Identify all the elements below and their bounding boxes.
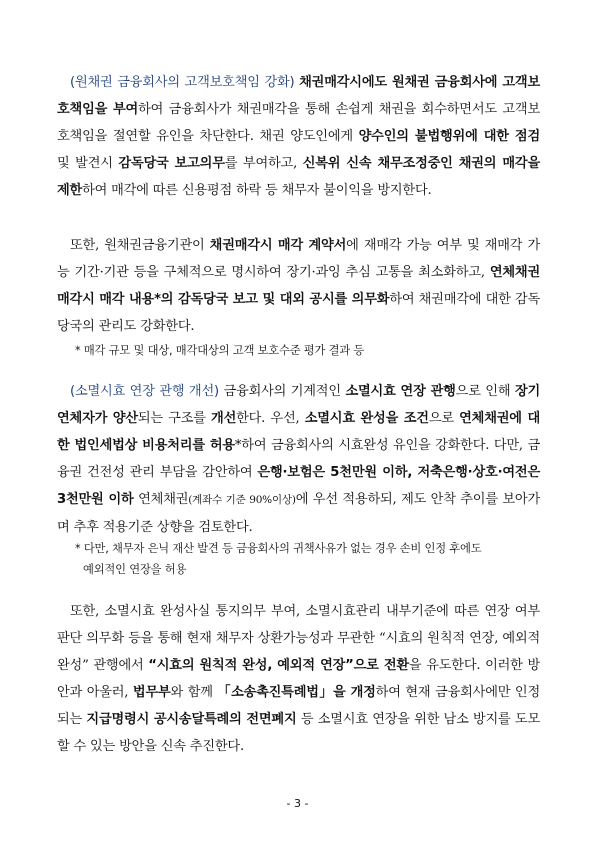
paragraph-creditor-responsibility <box>57 69 540 204</box>
body-text: 를 부여하고, <box>224 156 303 171</box>
footnote-exception <box>75 538 545 580</box>
body-text: 에 우선 적용하되, 제도 안착 추이를 보아가며 추후 적용기준 상향을 검토한다. <box>57 492 541 535</box>
body-text: 하여 금융회사가 채권매각을 통해 손쉽게 채권을 회수하면서도 고객보호책임을 절연할 유인을 차단한다. 채권 양도인에게 <box>57 102 540 144</box>
emphasis: 소멸시효 완성을 조건 <box>304 411 429 426</box>
emphasis: “시효의 원칙적 완성, 예외적 연장”으로 전환 <box>148 658 409 673</box>
emphasis: 채권매각시 매각 계약서 <box>209 238 347 253</box>
body-text: 와 함께 <box>170 685 218 700</box>
body-text: 또한, 소멸시효 완성사실 통지의무 부여, 소멸시효관리 내부기준에 따른 연장 여부 판단 의무화 등을 통해 현재 채무자 상환가능성과 무관한 “시효의 원칙적 연장, 예외적 완성” 관행에서 <box>57 604 540 673</box>
section-lead: (원채권 금융회사의 고객보호책임 강화) <box>70 75 295 90</box>
body-text: *하여 금융회사의 시효완성 유인을 강화한다. 다만, 금융권 건전성 관리 부담을 감안하여 <box>57 438 540 480</box>
emphasis: 「소송촉진특례법」을 개정 <box>217 685 376 700</box>
emphasis: 양수인의 불법행위에 대한 점검 <box>358 129 541 144</box>
emphasis: 연체채권 매각시 매각 내용*의 감독당국 보고 및 대외 공시를 의무화 <box>57 265 540 307</box>
footnote-line: 예외적인 연장을 허용 <box>83 563 187 576</box>
body-text: 등 소멸시효 연장을 위한 남소 방지를 도모할 수 있는 방안을 신속 추진한다. <box>57 712 540 754</box>
body-text: 을 유도한다. 이러한 방안과 아울러, <box>57 658 541 700</box>
page-number: - 3 - <box>286 797 309 810</box>
emphasis: 장기 연체자가 양산 <box>57 384 541 426</box>
paragraph-sale-contract <box>57 232 540 340</box>
body-text: 으로 인해 <box>455 384 515 399</box>
body-text-small: (계좌수 기준 90%이상) <box>188 494 296 506</box>
body-text: 되는 구조를 <box>137 411 212 426</box>
emphasis: 소멸시효 연장 관행 <box>345 384 456 399</box>
body-text: 금융회사의 기계적인 <box>218 384 346 399</box>
body-text: 하여 현재 금융회사에만 인정되는 <box>57 685 540 727</box>
emphasis: 개선 <box>211 411 237 426</box>
emphasis: 채권매각시에도 원채권 금융회사에 고객보호책임을 부여 <box>57 75 540 117</box>
emphasis: 신복위 신속 채무조정중인 채권의 매각을 제한 <box>57 156 540 198</box>
section-lead: (소멸시효 연장 관행 개선) <box>70 384 219 399</box>
body-text: 또한, 원채권금융기관이 <box>70 238 210 253</box>
body-text: 에 재매각 가능 여부 및 재매각 가능 기간·기관 등을 구체적으로 명시하여 장기·과잉 추심 고통을 최소화하고, <box>57 238 540 280</box>
body-text: 하여 매각에 따른 신용평점 하락 등 채무자 불이익을 방지한다. <box>82 183 432 198</box>
footnote-sale-content: * 매각 규모 및 대상, 매각대상의 고객 보호수준 평가 결과 등 <box>75 344 365 357</box>
emphasis: 연체채권에 대한 법인세법상 비용처리를 허용 <box>57 411 540 453</box>
emphasis: 은행·보험은 5천만원 이하, 저축은행·상호·여전은 3천만원 이하 <box>57 465 540 507</box>
body-text: 으로 <box>428 411 460 426</box>
emphasis: 법무부 <box>132 685 171 700</box>
body-text: 한다. 우선, <box>236 411 305 426</box>
body-text: 연체채권 <box>133 492 189 507</box>
paragraph-statute-limitation <box>57 378 540 541</box>
emphasis: 감독당국 보고의무 <box>118 156 225 171</box>
emphasis: 지급명령시 공시송달특례의 전면폐지 <box>86 712 297 727</box>
paragraph-statute-completion <box>57 598 540 760</box>
body-text: 및 발견시 <box>57 156 119 171</box>
body-text: 하여 채권매각에 대한 감독당국의 관리도 강화한다. <box>57 292 540 334</box>
footnote-line: * 다만, 채무자 은닉 재산 발견 등 금융회사의 귀책사유가 없는 경우 손비 인정 후에도 <box>75 542 482 555</box>
